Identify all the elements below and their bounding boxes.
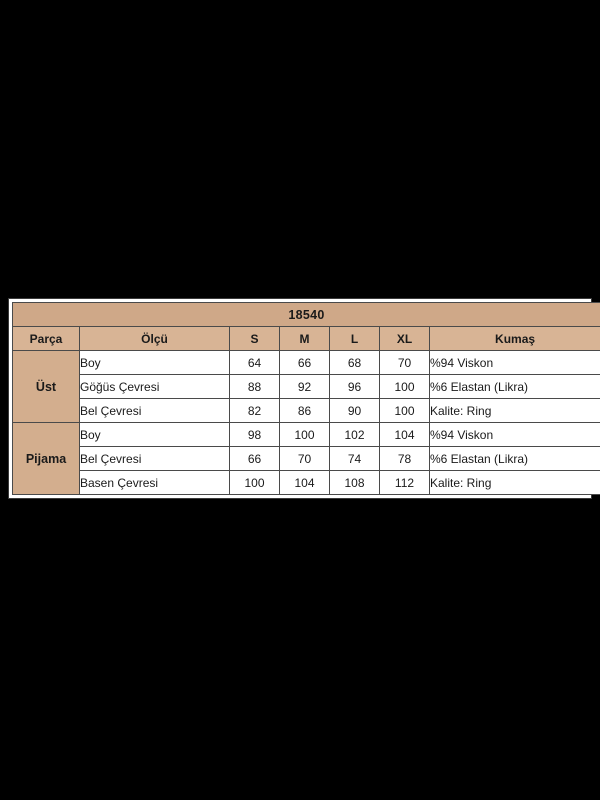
header-size-l: L: [330, 327, 380, 351]
measure-label: Basen Çevresi: [80, 471, 230, 495]
table-row: [13, 399, 600, 423]
header-size-xl: XL: [380, 327, 430, 351]
group-label-pijama: Pijama: [13, 423, 80, 495]
header-measure: Ölçü: [80, 327, 230, 351]
fabric-detail: %6 Elastan (Likra): [430, 447, 600, 471]
measure-value-xl: 112: [380, 471, 430, 495]
table-row: [13, 375, 600, 399]
measure-value-m: 66: [280, 351, 330, 375]
fabric-detail: %94 Viskon: [430, 351, 600, 375]
measure-value-l: 108: [330, 471, 380, 495]
header-fabric: Kumaş: [430, 327, 600, 351]
measure-value-s: 98: [230, 423, 280, 447]
size-chart-table: [12, 302, 600, 495]
measure-value-l: 74: [330, 447, 380, 471]
fabric-detail: %94 Viskon: [430, 423, 600, 447]
measure-value-m: 104: [280, 471, 330, 495]
measure-value-s: 82: [230, 399, 280, 423]
measure-value-xl: 78: [380, 447, 430, 471]
measure-value-m: 86: [280, 399, 330, 423]
header-size-m: M: [280, 327, 330, 351]
header-part: Parça: [13, 327, 80, 351]
header-size-s: S: [230, 327, 280, 351]
measure-label: Bel Çevresi: [80, 447, 230, 471]
measure-value-l: 90: [330, 399, 380, 423]
measure-value-xl: 104: [380, 423, 430, 447]
fabric-detail: Kalite: Ring: [430, 399, 600, 423]
table-row: [13, 447, 600, 471]
measure-value-xl: 70: [380, 351, 430, 375]
table-row: [13, 351, 600, 375]
measure-label: Boy: [80, 423, 230, 447]
measure-value-l: 102: [330, 423, 380, 447]
measure-value-xl: 100: [380, 375, 430, 399]
measure-value-s: 100: [230, 471, 280, 495]
table-title-row: [13, 303, 600, 327]
measure-label: Göğüs Çevresi: [80, 375, 230, 399]
table-row: [13, 423, 600, 447]
measure-value-l: 68: [330, 351, 380, 375]
fabric-detail: Kalite: Ring: [430, 471, 600, 495]
measure-value-m: 92: [280, 375, 330, 399]
table-row: [13, 471, 600, 495]
measure-value-s: 66: [230, 447, 280, 471]
fabric-detail: %6 Elastan (Likra): [430, 375, 600, 399]
measure-label: Boy: [80, 351, 230, 375]
measure-value-s: 64: [230, 351, 280, 375]
measure-value-m: 70: [280, 447, 330, 471]
measure-label: Bel Çevresi: [80, 399, 230, 423]
product-code-title: 18540: [13, 303, 600, 327]
measure-value-xl: 100: [380, 399, 430, 423]
measure-value-s: 88: [230, 375, 280, 399]
group-label-ust: Üst: [13, 351, 80, 423]
size-chart-panel: [8, 298, 592, 499]
measure-value-l: 96: [330, 375, 380, 399]
measure-value-m: 100: [280, 423, 330, 447]
table-header-row: [13, 327, 600, 351]
